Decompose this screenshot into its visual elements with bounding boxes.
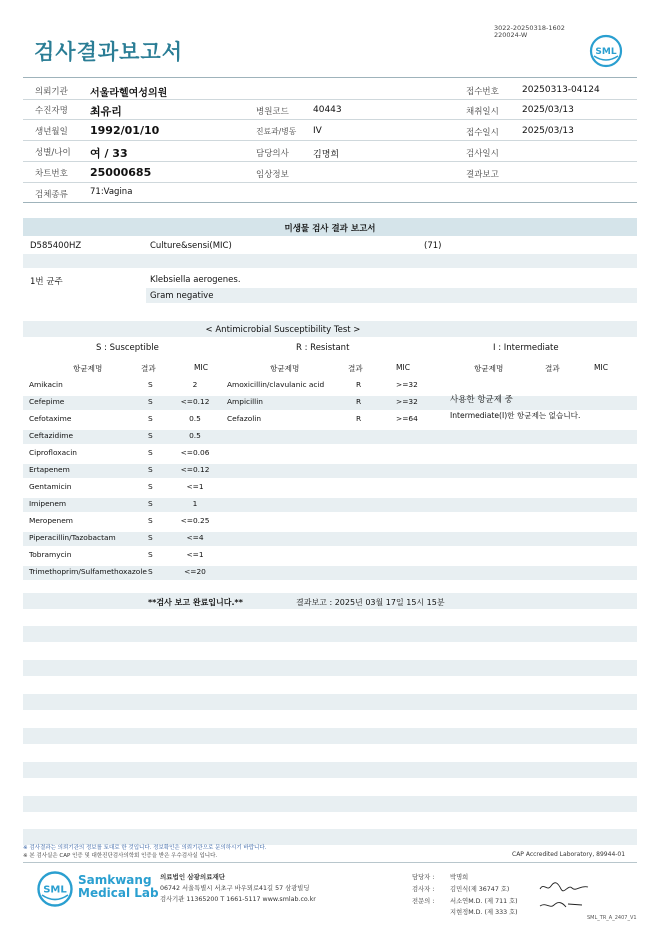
- susceptible-drug: Meropenem: [29, 516, 73, 525]
- intermediate-note-2: Intermediate(I)한 항균제는 없습니다.: [450, 411, 581, 420]
- susceptible-drug: Trimethoprim/Sulfamethoxazole: [29, 567, 147, 576]
- sml-footer-logo-icon: [36, 870, 74, 908]
- susceptible-drug: Imipenem: [29, 499, 67, 508]
- susceptible-drug: Cefepime: [29, 397, 65, 406]
- test-date-label: 검사일시: [466, 149, 499, 159]
- empty-stripe-band: [23, 694, 637, 710]
- susceptible-mic: <=1: [186, 550, 204, 559]
- susceptible-mic: 1: [192, 499, 198, 508]
- empty-stripe-band: [23, 626, 637, 642]
- clinical-info-label: 임상정보: [256, 170, 289, 180]
- resistant-drug: Amoxicillin/clavulanic acid: [227, 380, 325, 389]
- spacer-band: [23, 254, 637, 268]
- susceptible-result: S: [148, 465, 153, 474]
- specimen-label: 검체종류: [35, 190, 68, 200]
- header-divider: [23, 182, 637, 183]
- chart-no-value: 25000685: [90, 166, 152, 179]
- ast-row-band: [23, 481, 637, 495]
- susceptible-mic: <=4: [186, 533, 204, 542]
- header-bottom-divider: [23, 202, 637, 203]
- specialist-label: 전문의 :: [412, 898, 435, 905]
- micro-section-title: 미생물 검사 결과 보고서: [284, 224, 376, 234]
- header-divider: [23, 161, 637, 162]
- susceptible-mic: <=0.12: [180, 465, 210, 474]
- result-report-label: 결과보고: [466, 170, 499, 180]
- org-contact: 검사기관 11365200 T 1661-5117 www.smlab.co.kr: [160, 896, 316, 903]
- resistant-result: R: [356, 397, 362, 406]
- resistant-drug: Ampicillin: [227, 397, 263, 406]
- completion-status: **검사 보고 완료입니다.**: [148, 598, 243, 607]
- col-drug-s: 항균제명: [73, 364, 103, 373]
- susceptible-drug: Ciprofloxacin: [29, 448, 77, 457]
- collect-date-label: 채취일시: [466, 107, 499, 117]
- ward-code-value: 40443: [313, 105, 342, 115]
- receive-date-value: 2025/03/13: [522, 126, 574, 136]
- susceptible-result: S: [148, 448, 153, 457]
- resistant-result: R: [356, 414, 362, 423]
- micro-section-header: [23, 218, 637, 236]
- resistant-mic: >=32: [396, 397, 418, 406]
- specialist-value-1: 서소연M.D. (제 711 호): [450, 898, 518, 905]
- susceptible-drug: Ceftazidime: [29, 431, 74, 440]
- susceptible-drug: Piperacillin/Tazobactam: [29, 533, 116, 542]
- birth-label: 생년월일: [35, 127, 68, 137]
- susceptible-drug: Gentamicin: [29, 482, 72, 491]
- gram-stain: Gram negative: [150, 291, 214, 301]
- empty-stripe-band: [23, 796, 637, 812]
- ast-row-band: [23, 549, 637, 563]
- susceptible-mic: <=0.25: [180, 516, 210, 525]
- ast-title: < Antimicrobial Susceptibility Test >: [205, 325, 361, 335]
- legend-resistant: R : Resistant: [296, 343, 350, 353]
- susceptible-mic: <=0.06: [180, 448, 210, 457]
- collect-date-value: 2025/03/13: [522, 105, 574, 115]
- susceptible-result: S: [148, 550, 153, 559]
- ast-row-band: [23, 515, 637, 529]
- susceptible-drug: Ertapenem: [29, 465, 70, 474]
- col-mic-r: MIC: [396, 363, 411, 372]
- empty-stripe-band: [23, 728, 637, 744]
- organism-label: 1번 균주: [30, 277, 63, 287]
- form-code: SML_TR_A_2407_V1: [587, 915, 637, 921]
- chart-no-label: 차트번호: [35, 169, 68, 179]
- cap-accreditation: CAP Accredited Laboratory, 89944-01: [512, 851, 626, 858]
- susceptible-result: S: [148, 482, 153, 491]
- patient-name-label: 수진자명: [35, 106, 68, 116]
- susceptible-drug: Amikacin: [29, 380, 63, 389]
- specialist-signature-icon: [538, 898, 584, 912]
- ast-row-band: [23, 396, 637, 410]
- legend-intermediate: I : Intermediate: [493, 343, 559, 353]
- document-code-2: 220024-W: [494, 31, 528, 39]
- brand-name: [78, 874, 159, 900]
- resistant-mic: >=64: [396, 414, 418, 423]
- susceptible-mic: 0.5: [189, 414, 201, 423]
- test-suffix: (71): [424, 241, 442, 251]
- susceptible-result: S: [148, 397, 153, 406]
- susceptible-mic: <=1: [186, 482, 204, 491]
- col-result-r: 결과: [348, 364, 363, 373]
- empty-stripe-band: [23, 762, 637, 778]
- test-name: Culture&sensi(MIC): [150, 241, 232, 251]
- sex-age-value: 여 / 33: [90, 147, 128, 160]
- footer-note-1: ※ 검사결과는 의뢰기관의 정보를 토대로 한 것입니다. 정보확인은 의뢰기관으로 문의하시기 바랍니다.: [23, 845, 267, 851]
- document-code-1: 3022-20250318-1602: [494, 24, 565, 32]
- susceptible-result: S: [148, 567, 153, 576]
- receipt-no-label: 접수번호: [466, 87, 499, 97]
- dept-label: 진료과/병동: [256, 127, 297, 136]
- header-divider: [23, 99, 637, 100]
- susceptible-drug: Tobramycin: [29, 550, 72, 559]
- document-code: [494, 25, 565, 39]
- col-drug-i: 항균제명: [474, 364, 504, 373]
- susceptible-mic: <=0.12: [180, 397, 210, 406]
- organism-name: Klebsiella aerogenes.: [150, 275, 241, 285]
- susceptible-result: S: [148, 533, 153, 542]
- logo-text: SML: [43, 884, 67, 896]
- specimen-value: 71:Vagina: [90, 187, 133, 197]
- header-divider: [23, 119, 637, 120]
- birth-value: 1992/01/10: [90, 124, 160, 137]
- susceptible-drug: Cefotaxime: [29, 414, 72, 423]
- org-address: 06742 서울특별시 서초구 바우뫼로41길 57 삼광빌딩: [160, 885, 310, 892]
- susceptible-result: S: [148, 380, 153, 389]
- legend-susceptible: S : Susceptible: [96, 343, 159, 353]
- ast-row-band: [23, 379, 637, 393]
- brand-name-1: Samkwang: [78, 873, 152, 887]
- org-name: 의료법인 삼광의료재단: [160, 873, 226, 881]
- tester-value: 김민식(제 36747 호): [450, 886, 510, 893]
- header-top-divider: [23, 77, 637, 78]
- doctor-value: 김명희: [313, 150, 340, 160]
- manager-label: 담당자 :: [412, 874, 435, 881]
- susceptible-result: S: [148, 499, 153, 508]
- completion-time: 결과보고 : 2025년 03월 17일 15시 15분: [296, 598, 445, 607]
- ast-row-band: [23, 430, 637, 444]
- empty-stripe-band: [23, 660, 637, 676]
- header-divider: [23, 140, 637, 141]
- ast-title-band: [23, 321, 637, 337]
- col-result-i: 결과: [545, 364, 560, 373]
- col-mic-i: MIC: [594, 363, 609, 372]
- institution-label: 의뢰기관: [35, 87, 68, 97]
- gram-band: [146, 288, 637, 303]
- dept-value: IV: [313, 126, 322, 136]
- susceptible-result: S: [148, 431, 153, 440]
- susceptible-mic: 0.5: [189, 431, 201, 440]
- susceptible-result: S: [148, 516, 153, 525]
- ast-row-band: [23, 464, 637, 478]
- doctor-label: 담당의사: [256, 149, 289, 159]
- patient-name-value: 최유리: [90, 105, 122, 118]
- footer-divider: [23, 862, 637, 863]
- resistant-drug: Cefazolin: [227, 414, 262, 423]
- receive-date-label: 접수일시: [466, 128, 499, 138]
- col-drug-r: 항균제명: [270, 364, 300, 373]
- susceptible-mic: <=20: [184, 567, 206, 576]
- ast-row-band: [23, 447, 637, 461]
- intermediate-note-1: 사용한 항균제 중: [450, 395, 513, 405]
- ast-row-band: [23, 498, 637, 512]
- sml-logo-icon: [589, 34, 623, 68]
- ward-code-label: 병원코드: [256, 107, 289, 117]
- brand-name-2: Medical Lab: [78, 886, 159, 900]
- resistant-result: R: [356, 380, 362, 389]
- tester-label: 검사자 :: [412, 886, 435, 893]
- footer-note-2: ※ 본 검사실은 CAP 인증 및 대한진단검사의학회 인증을 받은 우수검사실 입니다.: [23, 853, 218, 859]
- sex-age-label: 성별/나이: [35, 148, 71, 158]
- tester-signature-icon: [538, 880, 590, 894]
- receipt-no-value: 20250313-04124: [522, 85, 600, 95]
- susceptible-mic: 2: [192, 380, 198, 389]
- resistant-mic: >=32: [396, 380, 418, 389]
- institution-value: 서울라헬여성의원: [90, 88, 168, 99]
- manager-value: 박명희: [450, 874, 469, 881]
- test-code: D585400HZ: [30, 241, 82, 251]
- report-title: 검사결과보고서: [34, 40, 184, 64]
- svg-text:SML: SML: [595, 47, 617, 57]
- col-mic-s: MIC: [194, 363, 209, 372]
- specialist-value-2: 지현정M.D. (제 333 호): [450, 909, 518, 916]
- susceptible-result: S: [148, 414, 153, 423]
- col-result-s: 결과: [141, 364, 156, 373]
